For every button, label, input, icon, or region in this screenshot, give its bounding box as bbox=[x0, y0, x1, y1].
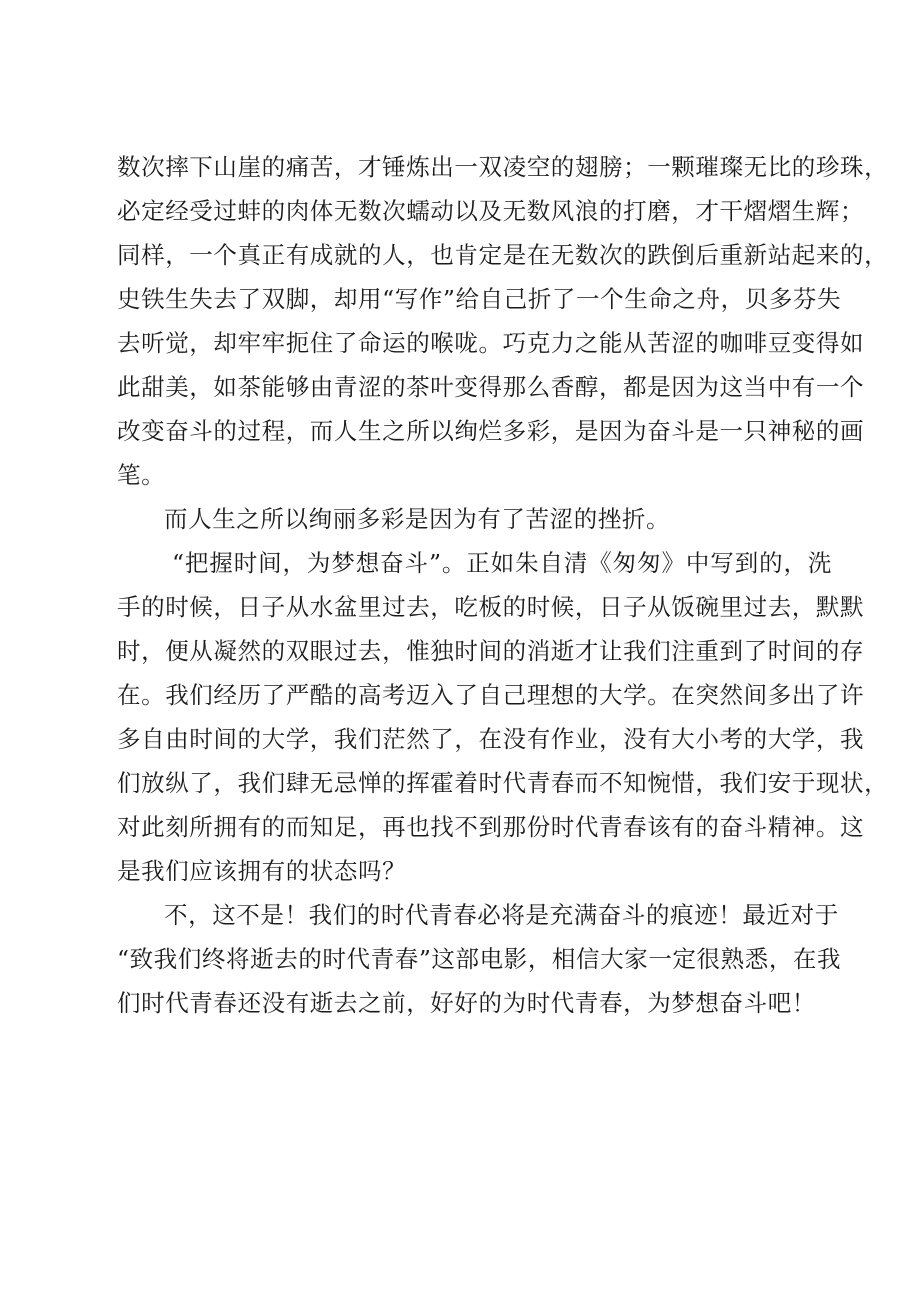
text-line: “致我们终将逝去的时代青春”这部电影，相信大家一定很熟悉，在我 bbox=[117, 945, 842, 973]
text-line: 史铁生失去了双脚，却用“写作”给自己折了一个生命之舟，贝多芬失 bbox=[117, 285, 842, 313]
text-line: 去听觉，却牢牢扼住了命运的喉咙。巧克力之能从苦涩的咖啡豆变得如 bbox=[117, 329, 865, 357]
text-line: 不，这不是！我们的时代青春必将是充满奋斗的痕迹！最近对于 bbox=[164, 901, 839, 929]
text-line: 在。我们经历了严酷的高考迈入了自己理想的大学。在突然间多出了许 bbox=[117, 681, 865, 709]
text-line: 改变奋斗的过程，而人生之所以绚烂多彩，是因为奋斗是一只神秘的画 bbox=[117, 417, 865, 445]
paragraph-3 bbox=[117, 541, 889, 893]
text-line: 们时代青春还没有逝去之前，好好的为时代青春，为梦想奋斗吧！ bbox=[117, 989, 816, 1017]
text-line: 笔。 bbox=[117, 461, 166, 489]
text-line: “把握时间，为梦想奋斗”。正如朱自清《匆匆》中写到的，洗 bbox=[172, 549, 832, 577]
document-body bbox=[117, 145, 889, 1025]
paragraph-1 bbox=[117, 145, 889, 497]
paragraph-2 bbox=[117, 497, 832, 541]
text-line: 而人生之所以绚丽多彩是因为有了苦涩的挫折。 bbox=[164, 505, 671, 533]
text-line: 对此刻所拥有的而知足，再也找不到那份时代青春该有的奋斗精神。这 bbox=[117, 813, 865, 841]
text-line: 此甜美，如茶能够由青涩的茶叶变得那么香醇，都是因为这当中有一个 bbox=[117, 373, 865, 401]
text-line: 必定经受过蚌的肉体无数次蠕动以及无数风浪的打磨，才干熠熠生辉； bbox=[117, 197, 865, 225]
text-line: 手的时候，日子从水盆里过去，吃板的时候，日子从饭碗里过去，默默 bbox=[117, 593, 865, 621]
text-line: 数次摔下山崖的痛苦，才锤炼出一双凌空的翅膀；一颗璀璨无比的珍珠， bbox=[117, 153, 889, 181]
text-line: 同样，一个真正有成就的人，也肯定是在无数次的跌倒后重新站起来的， bbox=[117, 241, 889, 269]
text-line: 时，便从凝然的双眼过去，惟独时间的消逝才让我们注重到了时间的存 bbox=[117, 637, 865, 665]
text-line: 们放纵了，我们肆无忌惮的挥霍着时代青春而不知惋惜，我们安于现状， bbox=[117, 769, 889, 797]
text-line: 是我们应该拥有的状态吗？ bbox=[117, 857, 407, 885]
text-line: 多自由时间的大学，我们茫然了，在没有作业，没有大小考的大学，我 bbox=[117, 725, 865, 753]
paragraph-4 bbox=[117, 893, 842, 1025]
